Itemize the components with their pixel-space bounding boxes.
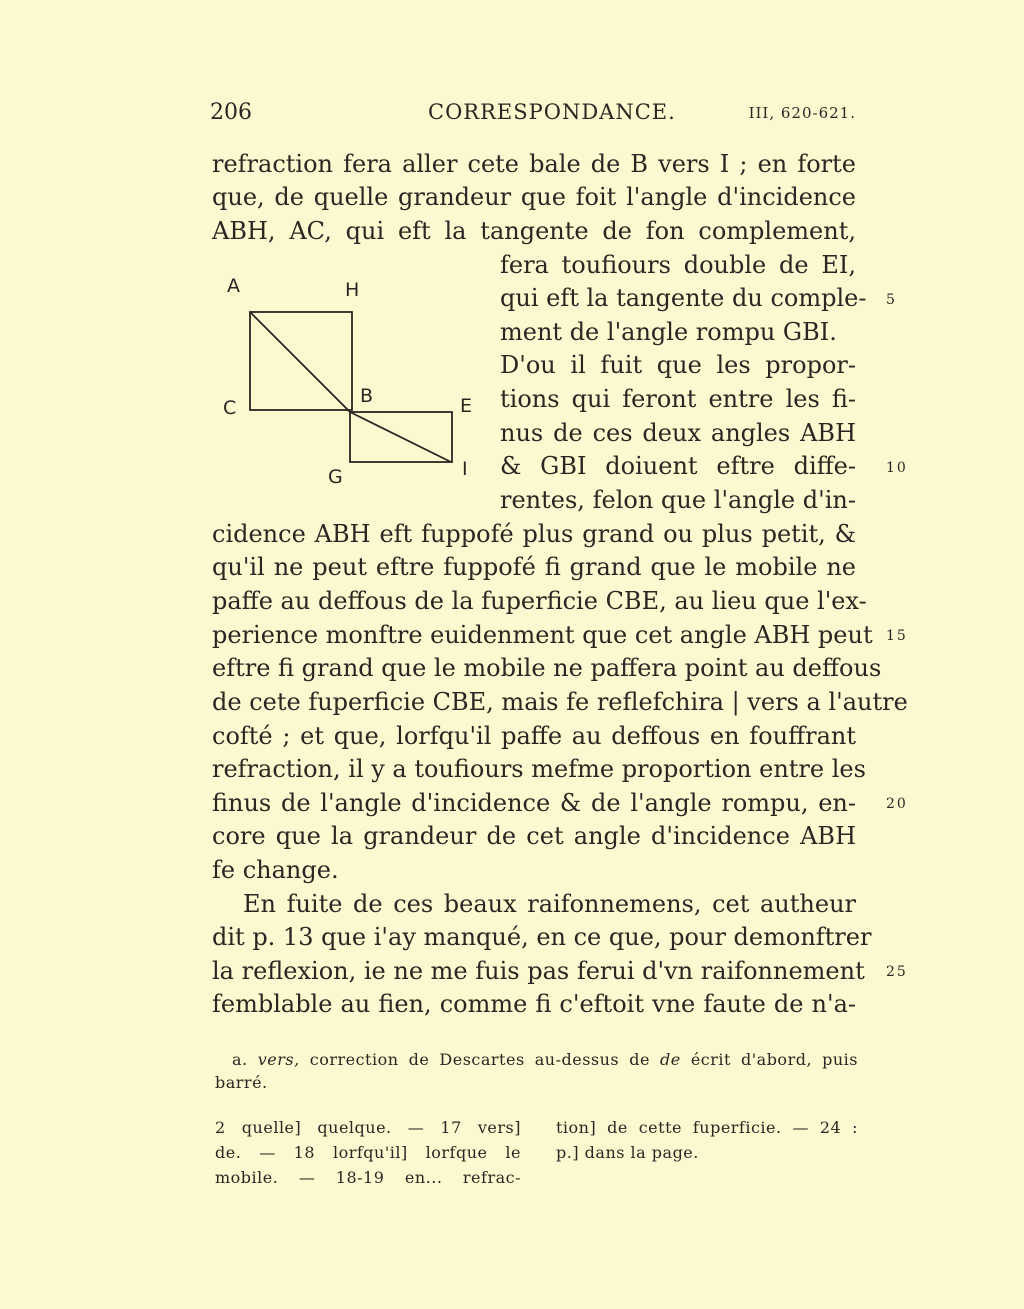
label-i: I	[462, 458, 468, 480]
geometry-figure	[215, 270, 485, 485]
footnote-text: correction de Descartes au-dessus de	[309, 1050, 650, 1069]
variant-line: de. — 18 lorfqu'il] lorfque le	[215, 1143, 521, 1162]
text-line: qu'il ne peut eftre fuppofé fi grand que le mobile ne	[212, 553, 856, 581]
text-line: paffe au deffous de la fuperficie CBE, au lieu que l'ex-	[212, 587, 867, 615]
text-line: En fuite de ces beaux raifonnemens, cet autheur	[243, 890, 856, 918]
text-line: la reflexion, ie ne me fuis pas ferui d'vn raifonnement	[212, 957, 865, 985]
line-number: 10	[886, 460, 908, 476]
variant-line: mobile. — 18-19 en... refrac-	[215, 1168, 521, 1187]
variant-line: 2 quelle] quelque. — 17 vers]	[215, 1118, 521, 1137]
footnote-text-2: écrit d'abord, puis barré.	[215, 1050, 858, 1092]
text-line: & GBI doiuent eftre diffe-	[500, 452, 856, 480]
text-line: perience monftre euidenment que cet angle ABH peut	[212, 621, 873, 649]
text-line: refraction fera aller cete bale de B vers I ; en forte	[212, 150, 856, 178]
text-line: eftre fi grand que le mobile ne paffera point au deffous	[212, 654, 882, 682]
text-line: cofté ; et que, lorfqu'il paffe au deffous en fouffrant	[212, 722, 856, 750]
footnote-word: vers,	[257, 1050, 300, 1069]
text-line: de cete fuperficie CBE, mais fe reflefchira | vers a l'autre	[212, 688, 908, 716]
volume-page-reference: III, 620-621.	[748, 104, 856, 122]
refracted-ray	[350, 412, 451, 462]
text-line: femblable au fien, comme fi c'eftoit vne faute de n'a-	[212, 990, 856, 1018]
label-h: H	[345, 279, 360, 301]
text-line: que, de quelle grandeur que foit l'angle d'incidence	[212, 183, 856, 211]
running-header	[210, 100, 856, 134]
line-number: 5	[886, 292, 897, 308]
label-b: B	[360, 385, 374, 407]
text-line: fe change.	[212, 856, 339, 884]
text-line: finus de l'angle d'incidence & de l'angle rompu, en-	[212, 789, 856, 817]
label-e: E	[460, 395, 473, 417]
line-number: 20	[886, 796, 908, 812]
running-title: CORRESPONDANCE.	[428, 100, 676, 124]
text-line: rentes, felon que l'angle d'in-	[500, 486, 856, 514]
variant-line: p.] dans la page.	[556, 1143, 699, 1162]
text-line: nus de ces deux angles ABH	[500, 419, 856, 447]
label-g: G	[328, 466, 343, 485]
text-line: cidence ABH eft fuppofé plus grand ou plus petit, &	[212, 520, 856, 548]
text-line: dit p. 13 que i'ay manqué, en ce que, pour demonftrer	[212, 923, 872, 951]
variant-readings-right	[556, 1115, 858, 1165]
footnote-marker: a.	[232, 1050, 248, 1069]
text-line: fera toufiours double de EI,	[500, 251, 856, 279]
label-c: C	[223, 397, 237, 419]
text-line: qui eft la tangente du comple-	[500, 284, 867, 312]
footnote-word-2: de	[660, 1050, 681, 1069]
incidence-ray	[250, 312, 350, 412]
text-line: refraction, il y a toufiours mefme proportion entre les	[212, 755, 866, 783]
text-line: D'ou il fuit que les propor-	[500, 351, 856, 379]
text-line: core que la grandeur de cet angle d'incidence ABH	[212, 822, 856, 850]
text-line: ABH, AC, qui eft la tangente de fon complement,	[212, 217, 856, 245]
line-number: 25	[886, 964, 908, 980]
variant-line: tion] de cette fuperficie. — 24 :	[556, 1118, 858, 1137]
footnote	[215, 1048, 858, 1094]
line-number: 15	[886, 628, 908, 644]
page-number: 206	[210, 100, 252, 125]
text-line: tions qui feront entre les fi-	[500, 385, 856, 413]
label-a: A	[227, 275, 240, 297]
text-line: ment de l'angle rompu GBI.	[500, 318, 837, 346]
variant-readings-left	[215, 1115, 521, 1190]
